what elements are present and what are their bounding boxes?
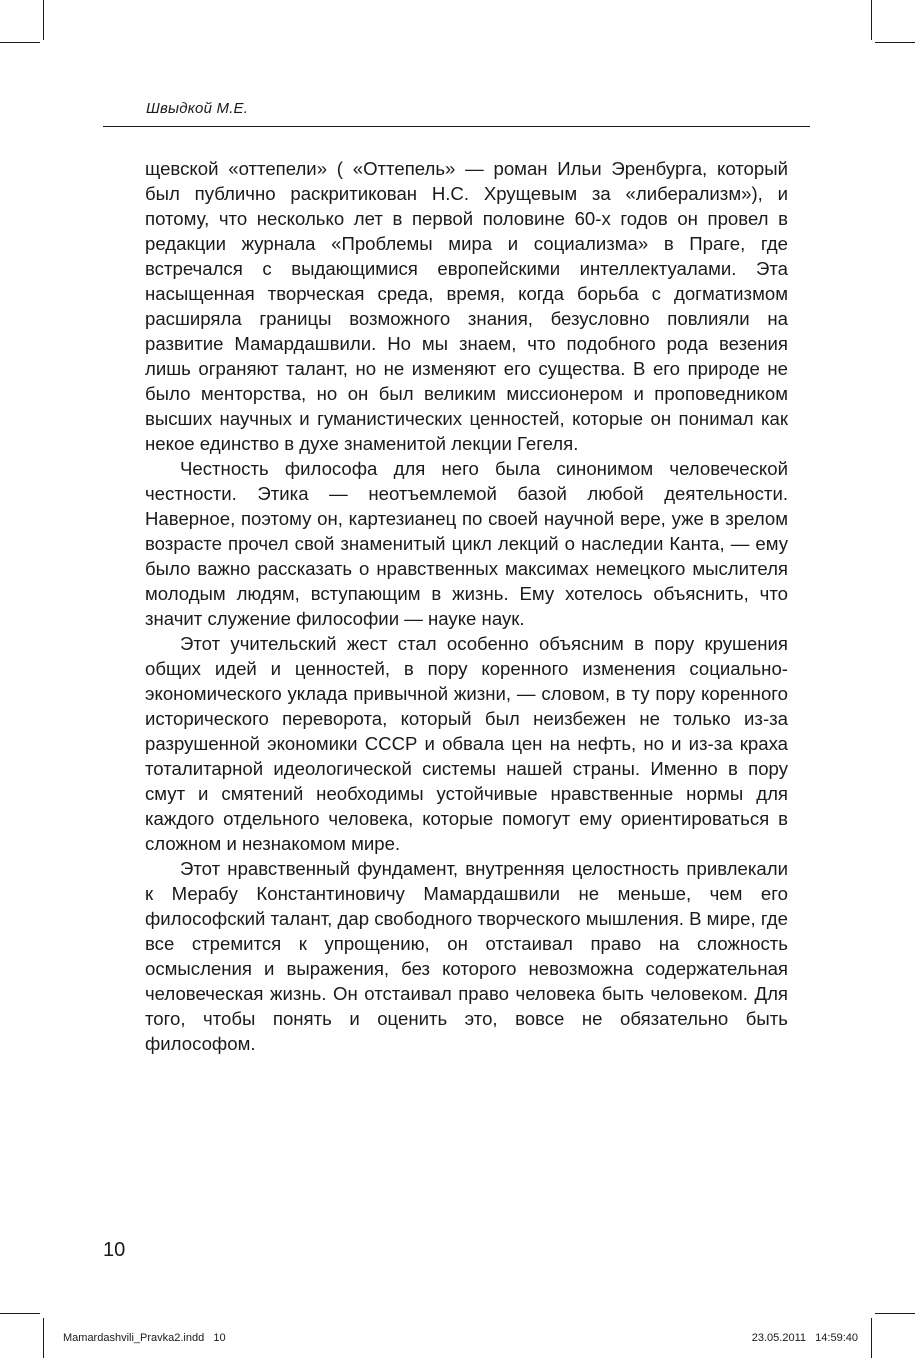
crop-mark-top-right-vertical: [871, 0, 872, 40]
crop-mark-bottom-left-horizontal: [0, 1313, 40, 1314]
print-slug-filename: Mamardashvili_Pravka2.indd 10: [63, 1332, 226, 1344]
print-slug-timestamp: 23.05.2011 14:59:40: [751, 1332, 858, 1344]
paragraph-3: Этот учительский жест стал особенно объясним в пору крушения общих идей и ценностей, в пору коренного изменения социально-экономического уклада привычной жизни, — словом, в ту пору коренного исторического переворота, который был неизбежен не только из-за разрушенной экономики СССР и обвала цен на нефть, но и из-за краха тоталитарной идеологической системы нашей страны. Именно в пору смут и смятений необходимы устойчивые нравственные нормы для каждого отдельного человека, которые помогут ему ориентироваться в сложном и незнакомом мире.: [145, 633, 788, 854]
header-rule: [103, 126, 810, 127]
crop-mark-top-left-vertical: [43, 0, 44, 40]
crop-mark-bottom-left-vertical: [43, 1318, 44, 1358]
page-number: 10: [103, 1239, 126, 1261]
crop-mark-bottom-right-vertical: [871, 1318, 872, 1358]
paragraph-4: Этот нравственный фундамент, внутренняя целостность привлекали к Мерабу Константиновичу Мамардашвили не меньше, чем его философский талант, дар свободного творческого мышления. В мире, где все стремится к упрощению, он отстаивал право на сложность осмысления и выражения, без которого невозможна содержательная человеческая жизнь. Он отстаивал право человека быть человеком. Для того, чтобы понять и оценить это, вовсе не обязательно быть философом.: [145, 858, 788, 1054]
crop-mark-top-right-horizontal: [875, 42, 915, 43]
running-head-author: Швыдкой М.Е.: [146, 100, 249, 117]
paragraph-2: Честность философа для него была синонимом человеческой честности. Этика — неотъемлемой базой любой деятельности. Наверное, поэтому он, картезианец по своей научной вере, уже в зрелом возрасте прочел свой знаменитый цикл лекций о наследии Канта, — ему было важно рассказать о нравственных максимах немецкого мыслителя молодым людям, вступающим в жизнь. Ему хотелось объяснить, что значит служение философии — науке наук.: [145, 458, 788, 629]
paragraph-1: щевской «оттепели» ( «Оттепель» — роман Ильи Эренбурга, который был публично раскритикован Н.С. Хрущевым за «либерализм»), и потому, что несколько лет в первой половине 60-х годов он провел в редакции журнала «Проблемы мира и социализма» в Праге, где встречался с выдающимися европейскими интеллектуалами. Эта насыщенная творческая среда, время, когда борьба с догматизмом расширяла границы возможного знания, безусловно повлияли на развитие Мамардашвили. Но мы знаем, что подобного рода везения лишь ограняют талант, но не изменяют его существа. В его природе не было менторства, но он был великим миссионером и проповедником высших научных и гуманистических ценностей, которые он понимал как некое единство в духе знаменитой лекции Гегеля.: [145, 158, 788, 454]
body-text: [145, 156, 788, 1056]
crop-mark-bottom-right-horizontal: [875, 1313, 915, 1314]
crop-mark-top-left-horizontal: [0, 42, 40, 43]
